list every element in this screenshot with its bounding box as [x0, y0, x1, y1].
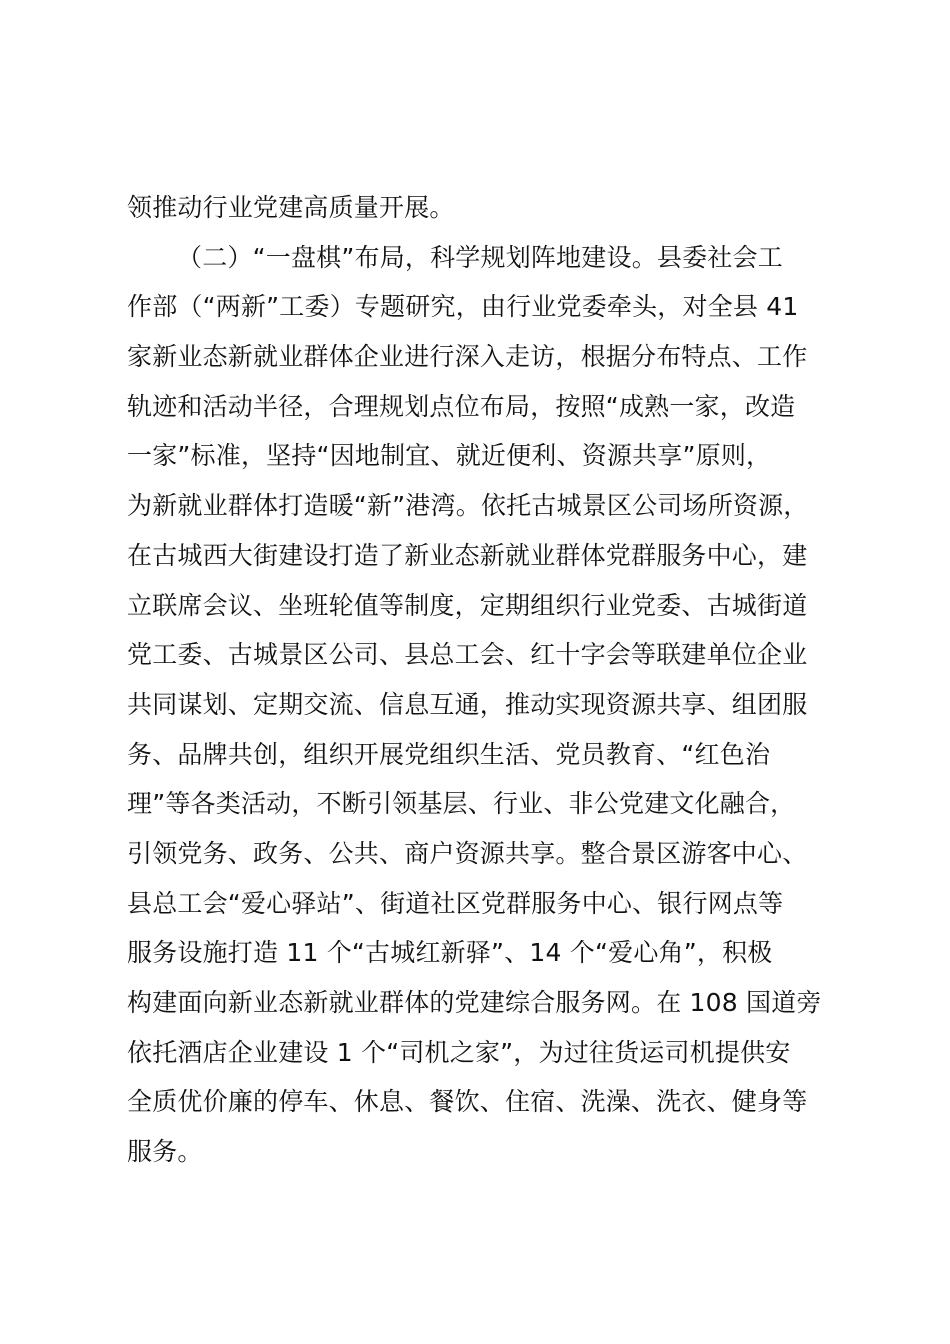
text-line: 县总工会“爱心驿站”、街道社区党群服务中心、银行网点等	[127, 888, 784, 918]
text-line: 一家”标准，坚持“因地制宜、就近便利、资源共享”原则，	[127, 441, 772, 471]
text-line: 轨迹和活动半径，合理规划点位布局，按照“成熟一家，改造	[127, 391, 796, 421]
text-line: 领推动行业党建高质量开展。	[127, 193, 455, 222]
text-line: 依托酒店企业建设 1 个“司机之家”，为过往货运司机提供安	[127, 1037, 791, 1067]
text-line: 服务。	[127, 1137, 203, 1167]
text-line: 引领党务、政务、公共、商户资源共享。整合景区游客中心、	[127, 838, 808, 868]
text-line: 务、品牌共创，组织开展党组织生活、党员教育、“红色治	[127, 739, 771, 769]
text-line: 立联席会议、坐班轮值等制度，定期组织行业党委、古城街道	[127, 590, 808, 620]
text-line: 全质优价廉的停车、休息、餐饮、住宿、洗澡、洗衣、健身等	[127, 1087, 808, 1117]
text-line: 家新业态新就业群体企业进行深入走访，根据分布特点、工作	[127, 342, 808, 372]
text-line: 党工委、古城景区公司、县总工会、红十字会等联建单位企业	[127, 640, 808, 670]
text-line: 作部（“两新”工委）专题研究，由行业党委牵头，对全县 41	[127, 292, 799, 322]
text-line: 在古城西大街建设打造了新业态新就业群体党群服务中心，建	[127, 540, 808, 570]
text-line: 构建面向新业态新就业群体的党建综合服务网。在 108 国道旁	[127, 988, 822, 1017]
text-line: 为新就业群体打造暖“新”港湾。依托古城景区公司场所资源，	[127, 491, 809, 521]
text-line: 共同谋划、定期交流、信息互通，推动实现资源共享、组团服	[127, 689, 808, 719]
section-heading-line: （二）“一盘棋”布局，科学规划阵地建设。县委社会工	[177, 242, 783, 272]
text-line: 理”等各类活动，不断引领基层、行业、非公党建文化融合，	[127, 789, 796, 819]
body-text	[127, 183, 867, 1177]
text-line: 服务设施打造 11 个“古城红新驿”、14 个“爱心角”，积极	[127, 938, 773, 968]
